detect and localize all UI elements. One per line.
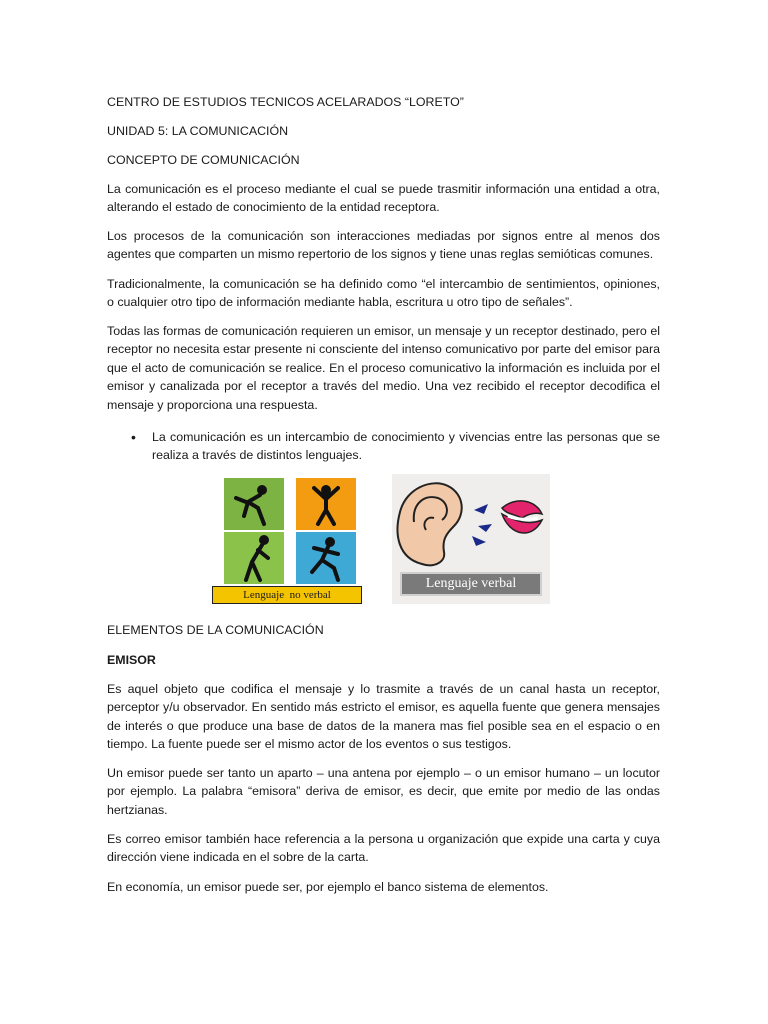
paragraph-emisor-examples: Un emisor puede ser tanto un aparto – una antena por ejemplo – o un emisor humano – un locutor por ejemplo. La palabra “emisora” deriva de emisor, es decir, que emite por medio de las ondas hertzianas. <box>107 766 660 817</box>
paragraph-emisor-economy: En economía, un emisor puede ser, por ejemplo el banco sistema de elementos. <box>107 880 549 894</box>
paragraph-emisor-definition: Es aquel objeto que codifica el mensaje y lo trasmite a través de un canal hasta un receptor, perceptor y/u observador. En sentido más estricto el emisor, es aquella fuente que genera mensajes de interés o que produce una base de datos de la manera mas fiel posible sea en el espacio o en tiempo. La fuente puede ser el mismo actor de los eventos o sus testigos. <box>107 682 660 752</box>
gesture-tile <box>296 478 356 530</box>
verbal-caption: Lenguaje verbal <box>400 572 542 596</box>
bullet-text: La comunicación es un intercambio de conocimiento y vivencias entre las personas que se realiza a través de distintos lenguajes. <box>152 430 660 463</box>
nonverbal-caption: Lenguaje no verbal <box>212 586 362 604</box>
ear-and-mouth-icon <box>392 474 550 574</box>
paragraph-definition: La comunicación es el proceso mediante el cual se puede trasmitir información una entidad a otra, alterando el estado de conocimiento de la entidad receptora. <box>107 182 660 215</box>
verbal-language-image <box>392 474 550 604</box>
emisor-heading: EMISOR <box>107 653 156 667</box>
person-leaning-icon <box>224 532 284 584</box>
bullet-icon: • <box>131 429 136 445</box>
gesture-tile <box>224 478 284 530</box>
paragraph-processes: Los procesos de la comunicación son interacciones mediadas por signos entre al menos dos agentes que comparten un mismo repertorio de los signos y tiene unas reglas semióticas comunes. <box>107 229 660 262</box>
concept-heading: CONCEPTO DE COMUNICACIÓN <box>107 153 300 167</box>
unit-title: UNIDAD 5: LA COMUNICACIÓN <box>107 124 289 138</box>
person-running-icon <box>296 532 356 584</box>
gesture-tile <box>296 532 356 584</box>
nonverbal-language-image <box>212 474 362 604</box>
person-bending-icon <box>224 478 284 530</box>
paragraph-emisor-mail: Es correo emisor también hace referencia a la persona u organización que expide una carta y cuya dirección viene indicada en el sobre de la carta. <box>107 832 660 865</box>
gesture-tile <box>224 532 284 584</box>
person-cheering-icon <box>296 478 356 530</box>
paragraph-traditional: Tradicionalmente, la comunicación se ha definido como “el intercambio de sentimientos, opiniones, o cualquier otro tipo de información mediante habla, escritura u otro tipo de señales”. <box>107 277 660 310</box>
school-title: CENTRO DE ESTUDIOS TECNICOS ACELARADOS “LORETO” <box>107 95 464 109</box>
paragraph-forms: Todas las formas de comunicación requieren un emisor, un mensaje y un receptor destinado, pero el receptor no necesita estar presente ni consciente del intenso comunicativo por parte del emisor para que el acto de comunicación se realice. En el proceso comunicativo la información es incluida por el emisor y canalizada por el receptor a través del medio. Una vez recibido el receptor decodifica el mensaje y proporciona una respuesta. <box>107 324 660 412</box>
elements-heading: ELEMENTOS DE LA COMUNICACIÓN <box>107 623 324 637</box>
